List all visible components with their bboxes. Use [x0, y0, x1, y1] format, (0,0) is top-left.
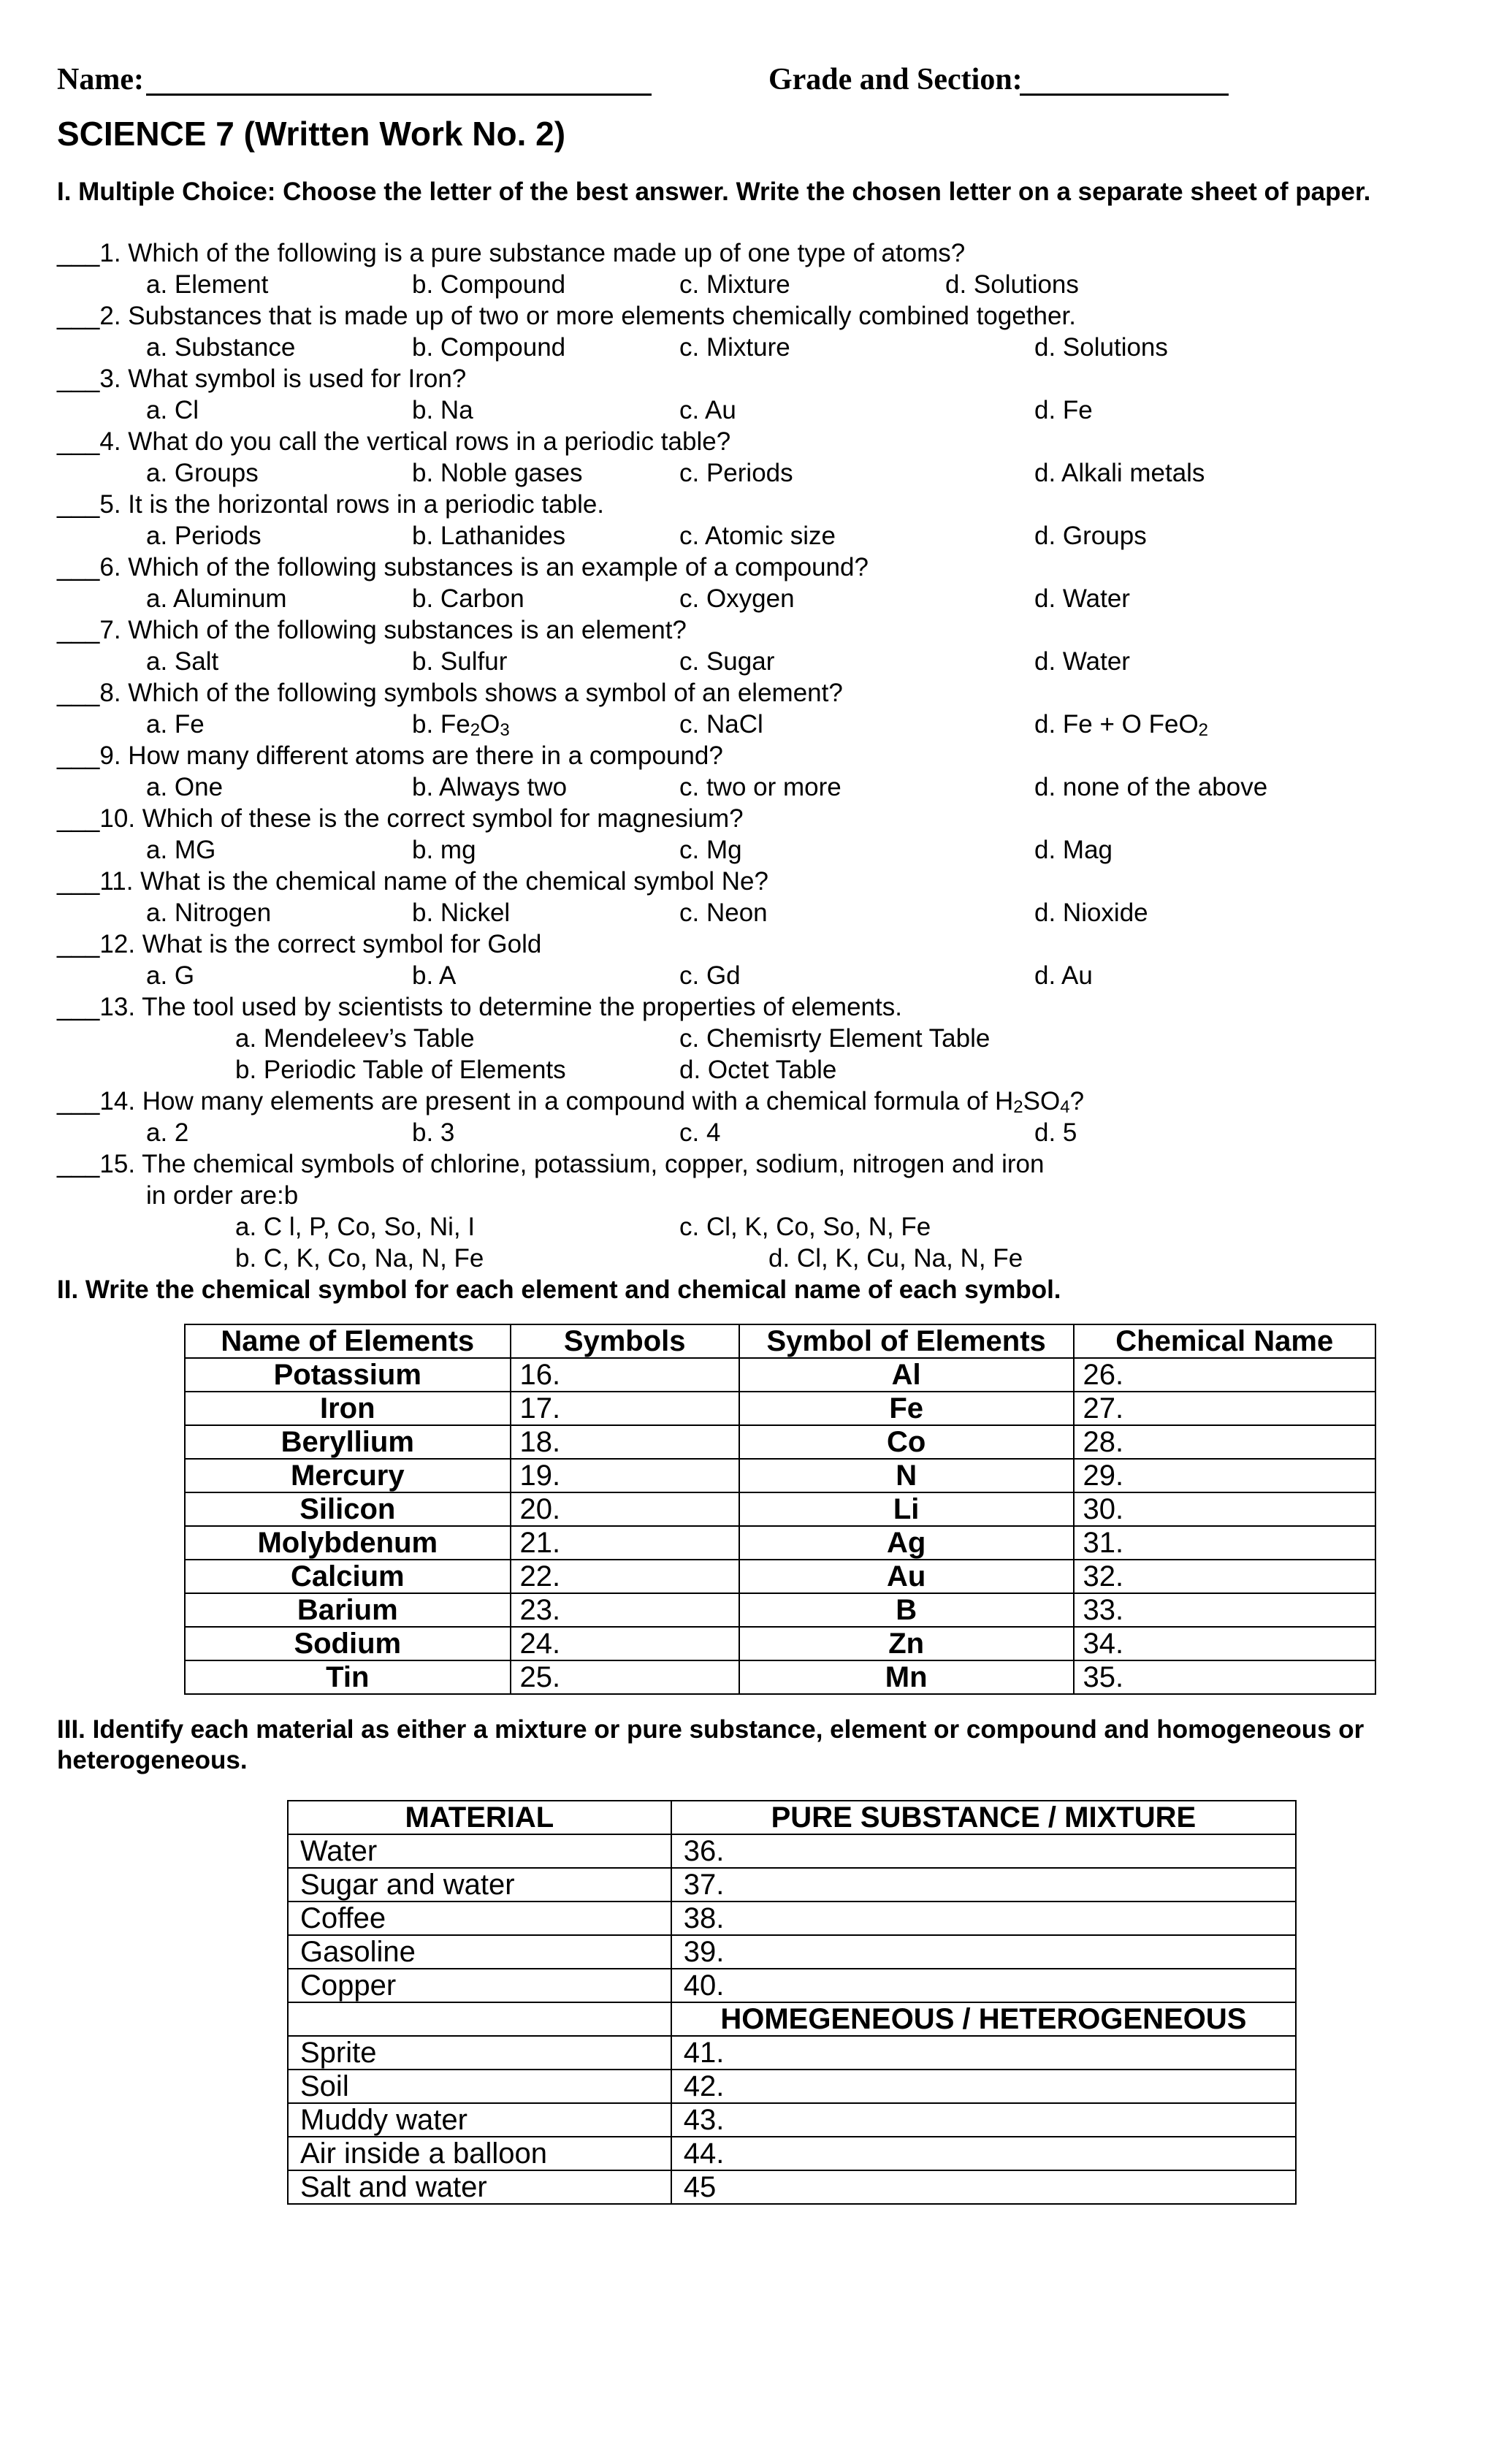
table-row	[185, 1627, 1375, 1660]
choice-c: c. Gd	[679, 961, 741, 990]
question-text: ___10. Which of these is the correct symbol for magnesium?	[57, 804, 744, 833]
choice-c: c. Mixture	[679, 333, 790, 362]
element-name-cell: Silicon	[185, 1492, 511, 1526]
question-6	[0, 552, 1496, 583]
choices-15-row2	[0, 1243, 1496, 1274]
question-text: ___7. Which of the following substances is an element?	[57, 616, 687, 644]
element-name-cell: Beryllium	[185, 1425, 511, 1459]
table-row	[288, 2170, 1296, 2204]
choice-d: d. Water	[1034, 647, 1130, 676]
element-name-cell: Iron	[185, 1392, 511, 1425]
element-symbol-cell: Li	[739, 1492, 1074, 1526]
name-line[interactable]	[146, 94, 652, 96]
choices-8	[0, 709, 1496, 740]
table-row	[288, 1935, 1296, 1969]
choice-d: d. Water	[1034, 584, 1130, 613]
choices-1	[0, 270, 1496, 300]
answer-cell[interactable]: 39.	[671, 1935, 1296, 1969]
material-cell: Copper	[288, 1969, 671, 2002]
question-text: ___5. It is the horizontal rows in a periodic table.	[57, 490, 605, 519]
material-cell: Water	[288, 1834, 671, 1868]
question-15	[0, 1149, 1496, 1180]
material-cell: Soil	[288, 2070, 671, 2103]
choice-a: a. 2	[146, 1118, 189, 1147]
table-row	[185, 1392, 1375, 1425]
symbol-answer-cell[interactable]: 21.	[511, 1526, 739, 1560]
symbol-answer-cell[interactable]: 19.	[511, 1459, 739, 1492]
element-symbol-cell: Co	[739, 1425, 1074, 1459]
col-header-material: MATERIAL	[288, 1801, 671, 1834]
col-header-pure-substance-mixture: PURE SUBSTANCE / MIXTURE	[671, 1801, 1296, 1834]
table-subheader-row	[288, 2002, 1296, 2036]
choice-b: b. A	[412, 961, 457, 990]
question-text: ___9. How many different atoms are there in a compound?	[57, 741, 723, 770]
choices-4	[0, 458, 1496, 489]
element-symbol-cell: Zn	[739, 1627, 1074, 1660]
chemical-name-answer-cell[interactable]: 28.	[1074, 1425, 1376, 1459]
choice-b: b. Periodic Table of Elements	[235, 1056, 566, 1084]
choices-12	[0, 961, 1496, 991]
answer-cell[interactable]: 38.	[671, 1902, 1296, 1935]
symbol-answer-cell[interactable]: 25.	[511, 1660, 739, 1694]
question-4	[0, 427, 1496, 457]
choice-b: b. Na	[412, 396, 473, 424]
choice-d: d. Groups	[1034, 522, 1147, 550]
symbol-answer-cell[interactable]: 18.	[511, 1425, 739, 1459]
choice-b: b. Nickel	[412, 899, 511, 927]
choice-b: b. C, K, Co, Na, N, Fe	[235, 1244, 484, 1273]
choice-b: b. $Fe_2O_3$	[412, 710, 510, 740]
choice-a: a. Mendeleev’s Table	[235, 1024, 475, 1053]
table-row	[185, 1593, 1375, 1627]
choice-a: a. Cl	[146, 396, 199, 424]
choice-c: c. Sugar	[679, 647, 775, 676]
question-text: ___1. Which of the following is a pure substance made up of one type of atoms?	[57, 239, 966, 267]
question-text: ___12. What is the correct symbol for Gold	[57, 930, 542, 958]
table-row	[288, 2103, 1296, 2137]
choice-d: d. Octet Table	[679, 1056, 837, 1084]
choice-c: c. Neon	[679, 899, 768, 927]
question-5	[0, 489, 1496, 520]
choice-b: b. Sulfur	[412, 647, 508, 676]
choice-c: c. Mixture	[679, 270, 790, 299]
table-row	[288, 1868, 1296, 1902]
answer-cell[interactable]: 42.	[671, 2070, 1296, 2103]
choice-d: d. Fe	[1034, 396, 1093, 424]
choice-c: c. Atomic size	[679, 522, 836, 550]
choice-b: b. Compound	[412, 270, 566, 299]
choice-d: d. Nioxide	[1034, 899, 1148, 927]
table-row	[185, 1526, 1375, 1560]
choice-d: d. Solutions	[1034, 333, 1168, 362]
element-name-cell: Molybdenum	[185, 1526, 511, 1560]
choice-c: c. Oxygen	[679, 584, 795, 613]
choice-a: a. Fe	[146, 710, 205, 739]
question-8	[0, 678, 1496, 709]
choices-3	[0, 395, 1496, 426]
question-1	[0, 238, 1496, 269]
table-row	[288, 2070, 1296, 2103]
chemical-name-answer-cell[interactable]: 31.	[1074, 1526, 1376, 1560]
chemical-name-answer-cell[interactable]: 29.	[1074, 1459, 1376, 1492]
part1-instruction: I. Multiple Choice: Choose the letter of the best answer. Write the chosen letter on a separate sheet of paper.	[57, 178, 1371, 206]
choice-a: a. Salt	[146, 647, 219, 676]
table-header-row	[185, 1324, 1375, 1358]
question-text: ___14. How many elements are present in a compound with a chemical formula of $H_2SO_4$?	[57, 1087, 1085, 1117]
table-header-row	[288, 1801, 1296, 1834]
choice-b: b. Always two	[412, 773, 568, 801]
name-label: Name:	[57, 63, 144, 96]
choices-13-row2	[0, 1055, 1496, 1086]
question-11	[0, 866, 1496, 897]
page-title: SCIENCE 7 (Written Work No. 2)	[57, 115, 566, 153]
col-header-chemical-name: Chemical Name	[1074, 1324, 1376, 1358]
question-3	[0, 364, 1496, 394]
element-symbol-cell: Al	[739, 1358, 1074, 1392]
col-header-symbols: Symbols	[511, 1324, 739, 1358]
choice-b: b. Carbon	[412, 584, 524, 613]
element-symbol-cell: N	[739, 1459, 1074, 1492]
choices-2	[0, 332, 1496, 363]
chemical-name-answer-cell[interactable]: 32.	[1074, 1560, 1376, 1593]
choice-a: a. Aluminum	[146, 584, 287, 613]
choice-b: b. 3	[412, 1118, 455, 1147]
chemical-name-answer-cell[interactable]: 34.	[1074, 1627, 1376, 1660]
question-text: ___15. The chemical symbols of chlorine, potassium, copper, sodium, nitrogen and iron	[57, 1150, 1045, 1178]
table-row	[185, 1459, 1375, 1492]
question-13	[0, 992, 1496, 1023]
choice-c: c. Periods	[679, 459, 793, 487]
choice-d: d. Mag	[1034, 836, 1113, 864]
table-row	[185, 1560, 1375, 1593]
element-symbol-cell: Fe	[739, 1392, 1074, 1425]
chemical-name-answer-cell[interactable]: 26.	[1074, 1358, 1376, 1392]
choice-b: b. mg	[412, 836, 476, 864]
elements-table	[184, 1324, 1376, 1695]
answer-cell[interactable]: 44.	[671, 2137, 1296, 2170]
answer-cell[interactable]: 45	[671, 2170, 1296, 2204]
empty-cell	[288, 2002, 671, 2036]
material-cell: Sprite	[288, 2036, 671, 2070]
table-row	[185, 1358, 1375, 1392]
choice-c: c. Mg	[679, 836, 742, 864]
choice-d: d. 5	[1034, 1118, 1077, 1147]
material-cell: Muddy water	[288, 2103, 671, 2137]
element-symbol-cell: Ag	[739, 1526, 1074, 1560]
material-cell: Gasoline	[288, 1935, 671, 1969]
chemical-name-answer-cell[interactable]: 27.	[1074, 1392, 1376, 1425]
material-cell: Air inside a balloon	[288, 2137, 671, 2170]
choices-13-row1	[0, 1023, 1496, 1054]
choice-a: a. MG	[146, 836, 216, 864]
choice-a: a. G	[146, 961, 195, 990]
table-row	[288, 1834, 1296, 1868]
question-text: ___8. Which of the following symbols shows a symbol of an element?	[57, 679, 843, 707]
choice-c: c. Cl, K, Co, So, N, Fe	[679, 1213, 931, 1241]
choices-15-row1	[0, 1212, 1496, 1243]
grade-section-line[interactable]	[1020, 94, 1229, 96]
grade-section-label: Grade and Section:	[768, 63, 1023, 96]
choices-14	[0, 1118, 1496, 1148]
choice-d: d. Solutions	[945, 270, 1079, 299]
question-text: ___4. What do you call the vertical rows in a periodic table?	[57, 427, 731, 456]
choices-11	[0, 898, 1496, 928]
choices-7	[0, 646, 1496, 677]
choice-a: a. Substance	[146, 333, 296, 362]
choice-c: c. Au	[679, 396, 736, 424]
element-name-cell: Calcium	[185, 1560, 511, 1593]
table-row	[288, 2036, 1296, 2070]
symbol-answer-cell[interactable]: 22.	[511, 1560, 739, 1593]
choice-c: c. Chemisrty Element Table	[679, 1024, 991, 1053]
table-row	[288, 1969, 1296, 2002]
question-15-cont	[0, 1180, 1496, 1211]
element-name-cell: Potassium	[185, 1358, 511, 1392]
choice-a: a. Element	[146, 270, 269, 299]
choice-a: a. Periods	[146, 522, 262, 550]
answer-cell[interactable]: 43.	[671, 2103, 1296, 2137]
choice-b: b. Noble gases	[412, 459, 583, 487]
question-text-cont: in order are:b	[146, 1181, 299, 1210]
element-name-cell: Mercury	[185, 1459, 511, 1492]
symbol-answer-cell[interactable]: 16.	[511, 1358, 739, 1392]
element-symbol-cell: B	[739, 1593, 1074, 1627]
materials-table	[287, 1800, 1297, 2205]
choice-a: a. C l, P, Co, So, Ni, I	[235, 1213, 476, 1241]
choice-d: d. Fe + O FeO$_2$	[1034, 710, 1209, 740]
col-header-name-of-elements: Name of Elements	[185, 1324, 511, 1358]
choice-d: d. Au	[1034, 961, 1093, 990]
choices-9	[0, 772, 1496, 803]
element-symbol-cell: Au	[739, 1560, 1074, 1593]
answer-cell[interactable]: 37.	[671, 1868, 1296, 1902]
element-symbol-cell: Mn	[739, 1660, 1074, 1694]
element-name-cell: Tin	[185, 1660, 511, 1694]
symbol-answer-cell[interactable]: 24.	[511, 1627, 739, 1660]
choice-a: a. Nitrogen	[146, 899, 272, 927]
part3-instruction: III. Identify each material as either a mixture or pure substance, element or compound and homogeneous or heterogeneous.	[57, 1715, 1365, 1774]
chemical-name-answer-cell[interactable]: 33.	[1074, 1593, 1376, 1627]
element-name-cell: Barium	[185, 1593, 511, 1627]
question-text: ___13. The tool used by scientists to determine the properties of elements.	[57, 993, 902, 1021]
question-text: ___2. Substances that is made up of two or more elements chemically combined together.	[57, 302, 1076, 330]
material-cell: Salt and water	[288, 2170, 671, 2204]
material-cell: Sugar and water	[288, 1868, 671, 1902]
question-12	[0, 929, 1496, 960]
choice-c: c. two or more	[679, 773, 842, 801]
question-10	[0, 804, 1496, 834]
answer-cell[interactable]: 41.	[671, 2036, 1296, 2070]
choice-d: d. Alkali metals	[1034, 459, 1205, 487]
answer-cell[interactable]: 36.	[671, 1834, 1296, 1868]
table-row	[185, 1492, 1375, 1526]
table-row	[288, 2137, 1296, 2170]
question-text: ___11. What is the chemical name of the chemical symbol Ne?	[57, 867, 768, 896]
question-text: ___6. Which of the following substances is an example of a compound?	[57, 553, 869, 581]
table-row	[185, 1660, 1375, 1694]
part2-instruction: II. Write the chemical symbol for each element and chemical name of each symbol.	[57, 1275, 1061, 1304]
choices-5	[0, 521, 1496, 552]
choice-a: a. Groups	[146, 459, 259, 487]
choice-c: c. 4	[679, 1118, 721, 1147]
choice-c: c. NaCl	[679, 710, 763, 739]
question-2	[0, 301, 1496, 332]
chemical-name-answer-cell[interactable]: 35.	[1074, 1660, 1376, 1694]
symbol-answer-cell[interactable]: 17.	[511, 1392, 739, 1425]
question-9	[0, 741, 1496, 771]
element-name-cell: Sodium	[185, 1627, 511, 1660]
answer-cell[interactable]: 40.	[671, 1969, 1296, 2002]
material-cell: Coffee	[288, 1902, 671, 1935]
question-text: ___3. What symbol is used for Iron?	[57, 365, 467, 393]
col-header-symbol-of-elements: Symbol of Elements	[739, 1324, 1074, 1358]
chemical-name-answer-cell[interactable]: 30.	[1074, 1492, 1376, 1526]
question-14	[0, 1086, 1496, 1117]
col-header-homogeneous-heterogeneous: HOMEGENEOUS / HETEROGENEOUS	[671, 2002, 1296, 2036]
table-row	[288, 1902, 1296, 1935]
choice-d: d. Cl, K, Cu, Na, N, Fe	[768, 1244, 1023, 1273]
symbol-answer-cell[interactable]: 23.	[511, 1593, 739, 1627]
choice-b: b. Compound	[412, 333, 566, 362]
choice-b: b. Lathanides	[412, 522, 566, 550]
choices-6	[0, 584, 1496, 614]
choice-d: d. none of the above	[1034, 773, 1268, 801]
choices-10	[0, 835, 1496, 866]
question-7	[0, 615, 1496, 646]
symbol-answer-cell[interactable]: 20.	[511, 1492, 739, 1526]
choice-a: a. One	[146, 773, 224, 801]
table-row	[185, 1425, 1375, 1459]
